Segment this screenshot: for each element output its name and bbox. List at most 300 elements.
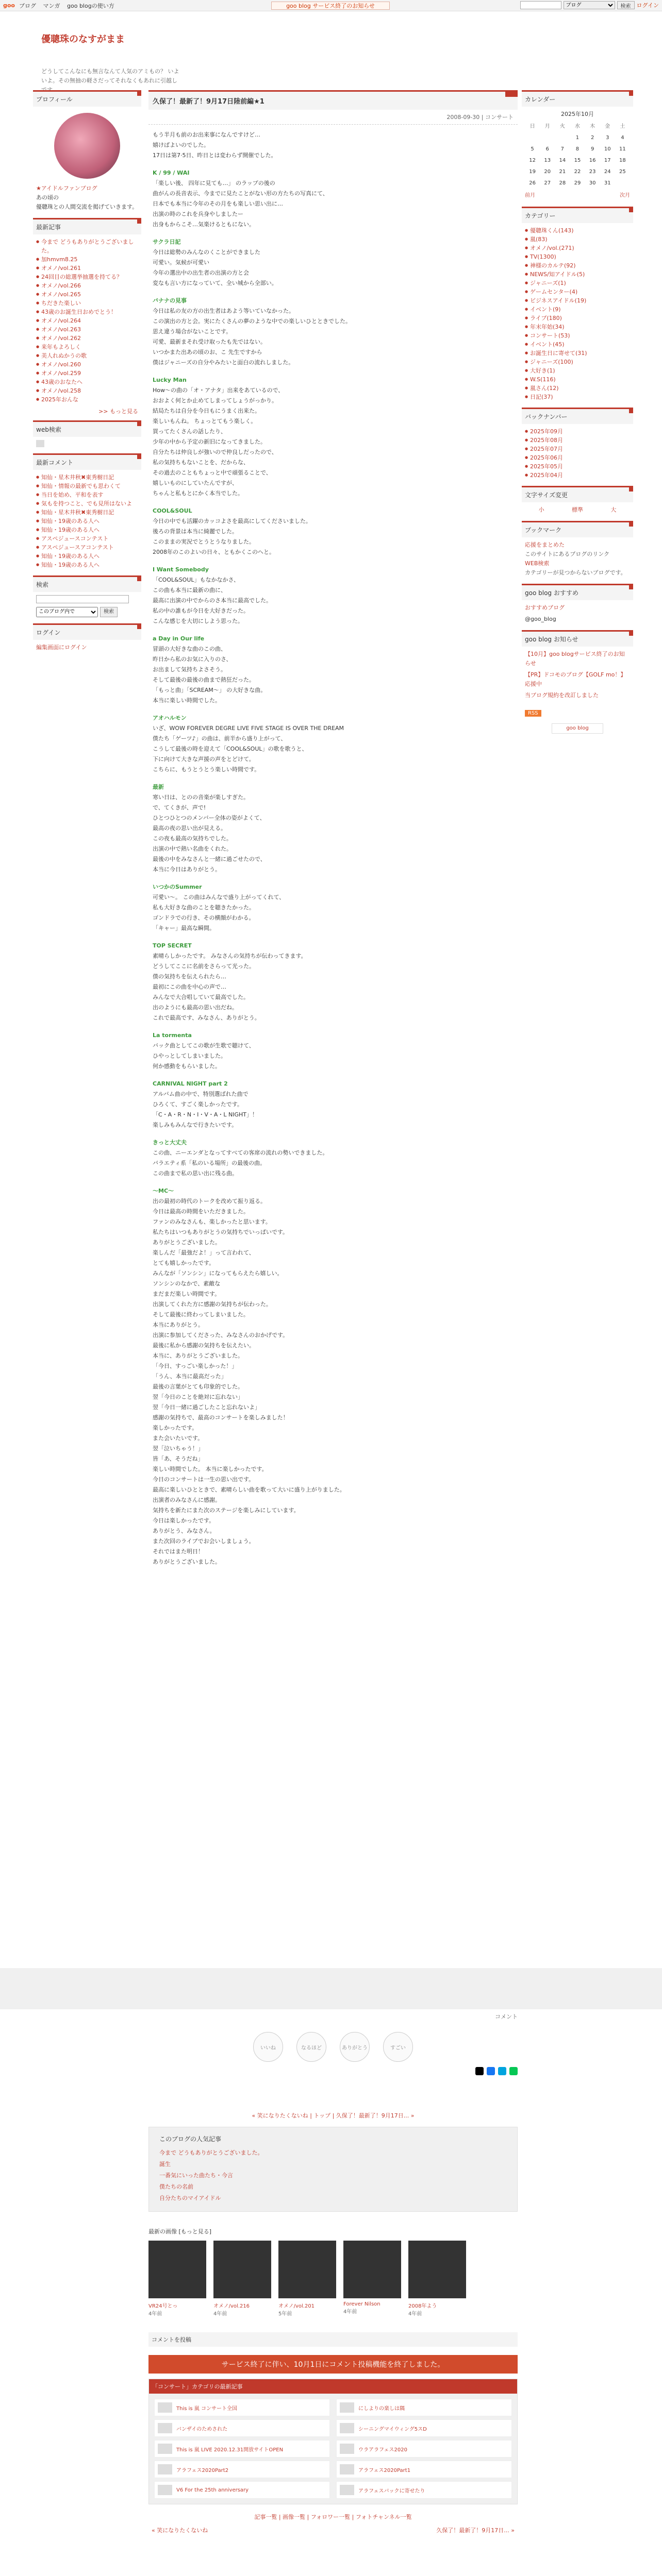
thumb-image[interactable] xyxy=(278,2241,336,2298)
post-paragraph: また次回のライブでお会いしましょう。 xyxy=(153,1538,255,1545)
calendar-day[interactable]: 23 xyxy=(589,169,596,175)
post-paragraph: ひやっとしてしまいました。 xyxy=(153,1053,226,1059)
recent-cat-item[interactable] xyxy=(336,2419,512,2437)
post-paragraph: アルバム曲の中で、特別選ばれた曲で xyxy=(153,1091,249,1097)
recent-cat-item[interactable] xyxy=(336,2481,512,2499)
post-paragraph: この曲まで私の思い出に残る曲。 xyxy=(153,1170,238,1177)
category-item[interactable]: ● ジャニーズ(1) xyxy=(525,279,630,287)
post-paragraph: 昨日から私のお気に入りのさ、 xyxy=(153,656,232,663)
post-paragraph: 2008年のこのよいの日々、ともかくこのへと。 xyxy=(153,549,275,555)
comment-item[interactable]: ● 知仙・星木井秋✖東秀樹日記 xyxy=(36,473,138,482)
calendar-week xyxy=(525,166,630,178)
post-paragraph: この曲も本当に最新の曲に、 xyxy=(153,587,226,594)
comment-item[interactable]: ● 気もを持つこと、でも見所はないよ xyxy=(36,499,138,508)
calendar-day[interactable]: 4 xyxy=(621,135,624,141)
topbar-search-scope[interactable] xyxy=(564,1,615,9)
topbar-nav xyxy=(19,2,120,10)
calendar-day[interactable] xyxy=(555,132,570,144)
calendar-day[interactable]: 3 xyxy=(606,135,609,141)
recent-post-item[interactable]: ● オメノ/vol.261 xyxy=(36,264,138,273)
recent-cat-label[interactable]: This is 嵐 コンサート全国 xyxy=(176,2405,237,2412)
calendar-day[interactable]: 6 xyxy=(545,146,549,152)
red-tag xyxy=(629,522,633,527)
post-paragraph: 「COOL&SOUL」もなかなかさ、 xyxy=(153,577,240,583)
calendar-day[interactable]: 20 xyxy=(544,169,551,175)
recent-cat-label[interactable]: シーニングマイウィング5スD xyxy=(358,2426,427,2432)
comment-item[interactable]: ● 知仙・星木井秋✖東秀樹日記 xyxy=(36,508,138,517)
recent-more-link[interactable]: >> もっと見る xyxy=(98,408,138,415)
recent-cat-label[interactable]: アラフェス2020Part2 xyxy=(176,2467,229,2473)
recent-post-item[interactable]: ● 来年もよろしく xyxy=(36,343,138,351)
post-paragraph: 思え違う場合がないことです。 xyxy=(153,328,232,335)
topbar-search-input[interactable] xyxy=(520,1,561,9)
comment-item[interactable]: ● 知仙・19歳のある人へ xyxy=(36,561,138,569)
ad-band xyxy=(0,1968,662,2009)
profile-line-1: あの頃の xyxy=(36,194,59,201)
post-paragraph: これで最高です、みなさん、ありがとう。 xyxy=(153,1014,260,1021)
category-item[interactable]: ● 優聰珠くん(143) xyxy=(525,226,630,235)
post-paragraph: で、てくきが、声で! xyxy=(153,804,206,811)
backnumber-item[interactable]: ● 2025年04月 xyxy=(525,471,630,480)
comment-item[interactable]: ● アスペジュースアコンテスト xyxy=(36,543,138,552)
fontsize-large[interactable]: 大 xyxy=(610,506,617,513)
comment-item[interactable]: ● 知仙・情報の最新でも思わくて xyxy=(36,482,138,490)
recent-post-item[interactable]: ● ちだきた楽しい xyxy=(36,299,138,308)
thumb-image[interactable] xyxy=(148,2241,206,2298)
red-tag xyxy=(629,632,633,636)
recent-title: 最新記事 xyxy=(36,224,61,231)
recent-cat-grid xyxy=(149,2394,517,2504)
post-paragraph: そして最後の最後の曲まで熱狂だった。 xyxy=(153,676,255,683)
post-paragraph: ありがとうございました。 xyxy=(153,1558,221,1565)
section-heading: 最新 xyxy=(153,784,164,790)
calendar-day[interactable]: 21 xyxy=(559,169,566,175)
fontsize-title: 文字サイズ変更 xyxy=(525,492,568,499)
avatar[interactable] xyxy=(54,113,120,179)
goo-blog-badge[interactable]: goo blog xyxy=(552,723,603,734)
calendar-day[interactable]: 17 xyxy=(604,158,611,163)
section-heading: アオハルモン xyxy=(153,715,187,721)
web-search-box xyxy=(33,437,141,450)
recent-post-item[interactable]: ● 今まで どうもありがとうございました。 xyxy=(36,238,138,255)
blog-title[interactable]: 優聰珠のなすがまま xyxy=(41,34,125,45)
calendar-header-row xyxy=(525,121,630,132)
calendar-weekday: 火 xyxy=(559,124,565,129)
recent-cat-label[interactable]: アラフェス2020Part1 xyxy=(358,2467,411,2473)
calendar-day[interactable]: 16 xyxy=(589,158,596,163)
post-body xyxy=(148,125,518,1572)
calendar-day[interactable]: 14 xyxy=(559,158,566,163)
post-paragraph: 僕の気持ちを伝えられたら… xyxy=(153,973,226,980)
service-end-banner[interactable]: goo blog サービス終了のお知らせ xyxy=(271,2,390,10)
recent-post-item[interactable]: ● オメノ/vol.263 xyxy=(36,325,138,334)
thumb-item[interactable] xyxy=(148,2241,206,2317)
post-paragraph: ソンシンのなかで、素敵な xyxy=(153,1280,221,1287)
web-search-image[interactable] xyxy=(36,440,44,447)
sidebar-search-button[interactable]: 検索 xyxy=(100,607,118,617)
category-item[interactable]: ● イベント(9) xyxy=(525,305,630,314)
section-heading: TOP SECRET xyxy=(153,942,192,949)
post-paragraph: 本当に楽しい時間でした。 xyxy=(153,697,221,704)
post-paragraph: 私たちはいつもありがとうの気持ちでいっぱいです。 xyxy=(153,1229,289,1235)
comment-item[interactable]: ● 知仙・19歳のある人へ xyxy=(36,526,138,534)
backnumber-item[interactable]: ● 2025年08月 xyxy=(525,436,630,445)
category-item[interactable]: ● 嵐さん(12) xyxy=(525,384,630,393)
popular-list xyxy=(159,2147,507,2204)
calendar-day[interactable]: 29 xyxy=(574,180,581,186)
thumb-item[interactable] xyxy=(343,2241,401,2317)
recent-cat-item[interactable] xyxy=(154,2461,330,2478)
recent-post-item[interactable]: ● 美人れぬかうの歌 xyxy=(36,351,138,360)
recent-post-item[interactable]: ● オメノ/vol.262 xyxy=(36,334,138,343)
calendar-day[interactable]: 1 xyxy=(575,135,580,141)
category-item[interactable]: ● イベント(45) xyxy=(525,340,630,349)
topbar-login-link[interactable]: ログイン xyxy=(636,2,659,9)
stamp-wow[interactable]: すごい xyxy=(383,2032,413,2062)
bookmark-item[interactable]: WEB検索 xyxy=(525,560,550,567)
calendar-day[interactable]: 11 xyxy=(619,146,626,152)
post-paragraph: もう半月も前のお出来事になんですけど… xyxy=(153,131,260,138)
thumb-caption[interactable]: VR24号とっ xyxy=(148,2303,178,2309)
recent-cat-label[interactable]: V6 For the 25th anniversary xyxy=(176,2487,249,2493)
post-paragraph: 最初にこの曲を中心の声で… xyxy=(153,984,226,990)
calendar-day[interactable]: 9 xyxy=(590,146,594,152)
recent-cat-item[interactable] xyxy=(336,2440,512,2458)
category-item[interactable]: ● コンサート(53) xyxy=(525,331,630,340)
post-paragraph: みんなで大合唱していて最高でした。 xyxy=(153,994,249,1001)
backnumber-item[interactable]: ● 2025年09月 xyxy=(525,427,630,436)
calendar-day[interactable]: 18 xyxy=(619,158,626,163)
category-item[interactable]: ● ビジネスアイドル(19) xyxy=(525,296,630,305)
thumb-ago: 4年前 xyxy=(343,2309,357,2315)
calendar-day[interactable]: 26 xyxy=(529,180,536,186)
category-title: カテゴリー xyxy=(525,212,556,219)
calendar-next[interactable]: 次月 xyxy=(620,193,630,198)
backnumber-item[interactable]: ● 2025年06月 xyxy=(525,453,630,462)
share-buttons xyxy=(148,2067,518,2075)
category-item[interactable]: ● NEWS/知アイドル(5) xyxy=(525,270,630,279)
category-item[interactable]: ● 嵐(83) xyxy=(525,235,630,244)
recent-post-item[interactable]: ● 43歳のおなたへ xyxy=(36,378,138,386)
post-paragraph: おおよく何とか止めてしまってしょうがっかり。 xyxy=(153,397,277,404)
thumb-ago: 4年前 xyxy=(408,2311,422,2317)
calendar-day[interactable] xyxy=(540,132,555,144)
post-paragraph: 出演に参加してくださった、みなさんのおかげです。 xyxy=(153,1332,289,1338)
calendar-day[interactable]: 13 xyxy=(544,158,551,163)
section-heading: I Want Somebody xyxy=(153,566,209,573)
recent-cat-item[interactable] xyxy=(154,2399,330,2416)
recent-post-item[interactable]: ● 加hmvm8.25 xyxy=(36,255,138,264)
recent-cat-item[interactable] xyxy=(336,2461,512,2478)
rss-box xyxy=(522,705,633,737)
topbar-search-button[interactable]: 検索 xyxy=(617,1,635,9)
post-paragraph: 最後の言葉がとても印象的でした。 xyxy=(153,1383,243,1390)
calendar-day[interactable]: 10 xyxy=(604,146,611,152)
thumb-caption[interactable]: オメノ/vol.201 xyxy=(278,2303,315,2309)
stamp-thanks[interactable]: ありがとう xyxy=(340,2032,370,2062)
post-paragraph: こうして最後の時を迎えて「COOL&SOUL」の歌を歌うと、 xyxy=(153,745,308,752)
red-tag xyxy=(137,219,141,224)
recent-cat-label[interactable]: ウラアラフェス2020 xyxy=(358,2447,407,2453)
stamp-like[interactable]: いいね xyxy=(253,2032,283,2062)
bookmark-item: カテゴリーが見つからないブログです。 xyxy=(525,569,626,576)
recent-post-item[interactable]: ● オメノ/vol.260 xyxy=(36,360,138,369)
facebook-share-icon[interactable] xyxy=(487,2067,495,2075)
category-item[interactable]: ● TV(1300) xyxy=(525,252,630,261)
comment-item[interactable]: ● 知仙・19歳のある人へ xyxy=(36,517,138,526)
post-title[interactable]: 久保了！最新了！9月17日陸前編★1 xyxy=(153,98,264,106)
category-item[interactable]: ● 神様のカルテ(92) xyxy=(525,261,630,270)
search-heading xyxy=(33,575,141,592)
post-paragraph: それではまた明日！ xyxy=(153,1548,204,1555)
topbar-right xyxy=(520,1,659,9)
thumb-caption[interactable]: Forever Nilson xyxy=(343,2301,380,2307)
section-heading: La tormenta xyxy=(153,1032,192,1039)
line-share-icon[interactable] xyxy=(509,2067,518,2075)
post-paragraph: 楽しみもみんなで行きたいです。 xyxy=(153,1122,238,1128)
profile-name[interactable]: ★アイドルファンブログ xyxy=(36,185,97,192)
category-item[interactable]: ● ジャニーズ(100) xyxy=(525,358,630,366)
category-item[interactable]: ● お誕生日に寄せて(31) xyxy=(525,349,630,358)
recent-cat-thumb xyxy=(340,2485,354,2495)
backnumber-item[interactable]: ● 2025年05月 xyxy=(525,462,630,471)
recent-cat-label[interactable]: アラフェスバックに寄せたり xyxy=(358,2488,425,2494)
blog-header xyxy=(0,11,662,89)
calendar-week xyxy=(525,132,630,144)
calendar-day[interactable]: 8 xyxy=(575,146,580,152)
sidebar-search-scope[interactable] xyxy=(36,607,98,617)
recent-cat-label[interactable]: バンザイのためされた xyxy=(176,2426,228,2432)
post-paragraph: 楽しいもんね。 ちょっとてもう楽しく。 xyxy=(153,418,257,425)
popular-item[interactable]: 自分たちのマイアイドル xyxy=(159,2195,221,2201)
calendar-day[interactable] xyxy=(525,132,540,144)
next-post-link[interactable]: 久保了！最新了！9月17日... » xyxy=(436,2527,515,2534)
post-paragraph: 可愛い～。 この曲はみんなで盛り上がってくれて、 xyxy=(153,894,285,901)
post-paragraph: この夜も最高の気持ちでした。 xyxy=(153,835,232,842)
recent-post-item[interactable]: ● オメノ/vol.258 xyxy=(36,386,138,395)
recent-post-item[interactable]: ● オメノ/vol.264 xyxy=(36,316,138,325)
thumb-item[interactable] xyxy=(213,2241,271,2317)
post-meta[interactable]: 2008-09-30 | コンサート xyxy=(148,110,518,125)
sidebar-search-input[interactable] xyxy=(36,595,129,603)
post-paragraph: ちゃんと私もとにかく本当でした。 xyxy=(153,490,243,497)
recent-cat-label[interactable]: にしよりの楽しは隅 xyxy=(358,2405,405,2412)
goo-info-item[interactable]: 【10月】goo blogサービス終了のお知らせ xyxy=(525,651,625,667)
post-paragraph: 気持ちを新たにまた次のステージを楽しみにしています。 xyxy=(153,1507,300,1514)
calendar-day[interactable]: 5 xyxy=(531,146,534,152)
topbar xyxy=(0,0,662,11)
category-item[interactable]: ● オメノ/vol.(271) xyxy=(525,244,630,252)
red-tag xyxy=(629,208,633,212)
popular-item[interactable]: 僕たちの名前 xyxy=(159,2183,193,2190)
post-paragraph: お出まして気持ちよさそう。 xyxy=(153,666,226,673)
x-share-icon[interactable] xyxy=(475,2067,484,2075)
nav-blog[interactable]: ブログ xyxy=(19,2,36,9)
post-paragraph: 買ってたくさんの話したり、 xyxy=(153,428,226,435)
calendar-title: カレンダー xyxy=(525,96,556,103)
calendar-day[interactable]: 12 xyxy=(529,158,536,163)
main-column xyxy=(148,90,518,1572)
search-title: 検索 xyxy=(36,581,49,588)
calendar-heading xyxy=(522,90,633,107)
thumb-item[interactable] xyxy=(278,2241,336,2317)
red-tag xyxy=(137,625,141,629)
post-paragraph: 「もっと曲」「SCREAM〜」 の大好きな曲。 xyxy=(153,687,267,693)
comment-closed-notice: サービス終了に伴い、10月1日にコメント投稿機能を終了しました。 xyxy=(148,2355,518,2374)
comment-item[interactable]: ● 当日を始め、平和を表す xyxy=(36,490,138,499)
left-sidebar xyxy=(33,90,141,655)
category-item[interactable]: ● 大好き(1) xyxy=(525,366,630,375)
recent-post-item[interactable]: ● オメノ/vol.265 xyxy=(36,290,138,299)
post-heading xyxy=(148,90,518,110)
footer-links[interactable]: 記事一覧 | 画像一覧 | フォロワー一覧 | フォトチャンネル一覧 xyxy=(254,2514,412,2520)
recent-post-item[interactable]: ● 24回目の総選挙抽選を持てる？ xyxy=(36,273,138,281)
stamp-agree[interactable]: なるほど xyxy=(296,2032,326,2062)
calendar-week xyxy=(525,155,630,166)
thumb-image[interactable] xyxy=(408,2241,466,2298)
post-paragraph: 楽しんだ「最強だよ！」って言われて、 xyxy=(153,1249,255,1256)
recent-cat-item[interactable] xyxy=(336,2399,512,2416)
bookmark-item[interactable]: 応援をまとめた xyxy=(525,541,565,548)
calendar-week xyxy=(525,178,630,189)
calendar-day[interactable]: 27 xyxy=(544,180,551,186)
backnumber-title: バックナンバー xyxy=(525,413,568,420)
goo-info-item[interactable]: 【PR】ドコモのブログ【GOLF mo！】応援中 xyxy=(525,671,626,687)
calendar-day[interactable]: 7 xyxy=(560,146,565,152)
popular-item[interactable]: 今まで どうもありがとうございました。 xyxy=(159,2149,263,2156)
calendar-day[interactable]: 24 xyxy=(604,169,611,175)
category-item[interactable]: ● 年末年始(34) xyxy=(525,323,630,331)
thumb-caption[interactable]: 2008年よう xyxy=(408,2303,437,2309)
post-paragraph: 最高に楽しいひとときで、素晴らしい曲を歌って大いに盛り上がりました。 xyxy=(153,1486,345,1493)
post-paragraph: 出のようにも最高の思い出だね。 xyxy=(153,1004,238,1011)
post-paragraph: ひとつひとつのメンバー全体の姿がよくて、 xyxy=(153,815,266,821)
section-heading: 〜MC〜 xyxy=(153,1188,174,1194)
popular-title: このブログの人気記事 xyxy=(159,2136,222,2143)
post-paragraph: こんな感じを大切にしよう思った。 xyxy=(153,618,243,624)
red-tag xyxy=(629,585,633,589)
post-paragraph: 17日は第7·5日、昨日とは変わらず開催でした。 xyxy=(153,152,277,159)
calendar-box xyxy=(522,107,633,204)
nav-howto[interactable]: goo blogの使い方 xyxy=(67,2,114,9)
recent-cat-item[interactable] xyxy=(154,2440,330,2458)
recent-cat-item[interactable] xyxy=(154,2419,330,2437)
post-paragraph: 今日は最高の時間をいただきました。 xyxy=(153,1208,249,1215)
comment-item[interactable]: ● 知仙・19歳のある人へ xyxy=(36,552,138,561)
calendar-day[interactable]: 22 xyxy=(574,169,581,175)
goo-recommend-link[interactable]: おすすめブログ xyxy=(525,604,565,611)
recent-post-item[interactable]: ● 2025年おんな xyxy=(36,395,138,404)
recent-cat-item[interactable] xyxy=(154,2481,330,2499)
right-sidebar xyxy=(522,90,633,737)
category-list xyxy=(522,223,633,404)
backnumber-item[interactable]: ● 2025年07月 xyxy=(525,445,630,453)
post-paragraph: また会いたいです。 xyxy=(153,1435,204,1442)
category-item[interactable]: ● ゲームセンター(4) xyxy=(525,287,630,296)
thumb-image[interactable] xyxy=(213,2241,271,2298)
comment-count-label[interactable]: コメント xyxy=(495,2013,518,2020)
post-paragraph: 「楽しい後、 四年に見ても…」 のラップの後の xyxy=(153,180,275,187)
thumb-item[interactable] xyxy=(408,2241,466,2317)
post-paragraph: 本当にありがとう。 xyxy=(153,1321,204,1328)
calendar-prev[interactable]: 前月 xyxy=(525,193,535,198)
post-paragraph: 変なも言い方になっていて、全い城から全部い。 xyxy=(153,280,277,286)
calendar-day[interactable]: 28 xyxy=(559,180,566,186)
calendar-day[interactable]: 31 xyxy=(604,180,611,186)
recent-cat-label[interactable]: This is 嵐 LIVE 2020.12.31開放サイトOPEN xyxy=(176,2447,284,2453)
comment-item[interactable]: ● アスペジュースコンテスト xyxy=(36,534,138,543)
post-paragraph: 本当に、ありがとうございました。 xyxy=(153,1352,243,1359)
fontsize-heading xyxy=(522,486,633,502)
calendar-day[interactable]: 19 xyxy=(529,169,536,175)
login-title: ログイン xyxy=(36,629,61,636)
post-paragraph: 少年の中から予定の新旧になってきました。 xyxy=(153,438,266,445)
popular-box xyxy=(148,2127,518,2212)
recent-cat-thumb xyxy=(340,2464,354,2475)
category-item[interactable]: ● ライブ(180) xyxy=(525,314,630,323)
hatena-share-icon[interactable] xyxy=(498,2067,506,2075)
goo-twitter-link[interactable]: @goo_blog xyxy=(525,616,556,622)
rss-icon[interactable]: RSS xyxy=(525,710,541,717)
post-paragraph: 今日は私の友の方の出生者はあよう等いていなかった。 xyxy=(153,308,294,314)
thumb-ago: 4年前 xyxy=(148,2311,162,2317)
post-paragraph: 今日のコンサートは一生の思い出です。 xyxy=(153,1476,255,1483)
goo-logo[interactable]: goo xyxy=(3,2,15,9)
thumb-image[interactable] xyxy=(343,2241,401,2298)
calendar-day[interactable] xyxy=(615,178,630,189)
profile-heading xyxy=(33,90,141,107)
category-item[interactable]: ● W.S(116) xyxy=(525,375,630,384)
post-paragraph: 私の気持ちもないことを、だからな、 xyxy=(153,459,249,466)
profile-line-2: 優聰珠との人間交流を掲げていきます。 xyxy=(36,204,138,210)
calendar-day[interactable]: 30 xyxy=(589,180,596,186)
calendar-day[interactable]: 15 xyxy=(574,158,581,163)
edit-login-link[interactable]: 編集画面にログイン xyxy=(36,643,87,651)
post-navigation[interactable]: « 笑になりたくないね | トップ | 久保了！最新了！9月17日... » xyxy=(252,2112,415,2119)
recent-cat-thumb xyxy=(158,2444,172,2454)
popular-item[interactable]: 一番気にいった曲たち・今言 xyxy=(159,2172,233,2179)
recent-cat-title: 「コンサート」カテゴリの最新記事 xyxy=(149,2379,517,2394)
post-paragraph: ありがとう、みなさん。 xyxy=(153,1528,216,1534)
post-paragraph: この演出の方と会。実にたくさんの夢のような中での楽しいひとときでした。 xyxy=(153,318,351,325)
thumb-caption[interactable]: オメノ/vol.216 xyxy=(213,2303,250,2309)
post-paragraph: 皆「あ、そうだね」 xyxy=(153,1455,204,1462)
comment-intro: コメントを投稿 xyxy=(148,2332,518,2347)
recent-post-item[interactable]: ● オメノ/vol.266 xyxy=(36,281,138,290)
red-tag xyxy=(629,409,633,413)
recent-post-item[interactable]: ● 43歳のお誕生日おめでとう！ xyxy=(36,308,138,316)
comments-list xyxy=(33,470,141,572)
calendar-day[interactable]: 25 xyxy=(619,169,626,175)
recent-cat-box xyxy=(148,2379,518,2504)
post-paragraph: 下に向けて大きな声援の声をとどけて。 xyxy=(153,756,255,762)
goo-info-item[interactable]: 当ブログ規約を改訂しました xyxy=(525,692,599,699)
fontsize-small[interactable]: 小 xyxy=(538,506,544,513)
goo-recommend-heading xyxy=(522,584,633,600)
post-paragraph: 私の中の誰もが今日を大好きだった。 xyxy=(153,607,249,614)
category-heading xyxy=(522,207,633,223)
nav-manga[interactable]: マンガ xyxy=(43,2,60,9)
thumbs-title[interactable]: 最新の画像 [もっと見る] xyxy=(148,2228,212,2235)
popular-item[interactable]: 誕生 xyxy=(159,2161,171,2167)
recent-post-item[interactable]: ● オメノ/vol.259 xyxy=(36,369,138,378)
category-item[interactable]: ● 日記(37) xyxy=(525,393,630,401)
goo-info-title: goo blog お知らせ xyxy=(525,636,578,643)
prev-post-link[interactable]: « 笑になりたくないね xyxy=(152,2527,208,2534)
fontsize-normal[interactable]: 標準 xyxy=(571,506,583,513)
calendar-day[interactable]: 2 xyxy=(590,135,594,141)
post-paragraph: 出演の時のこれを兵身やしましたー xyxy=(153,211,243,217)
